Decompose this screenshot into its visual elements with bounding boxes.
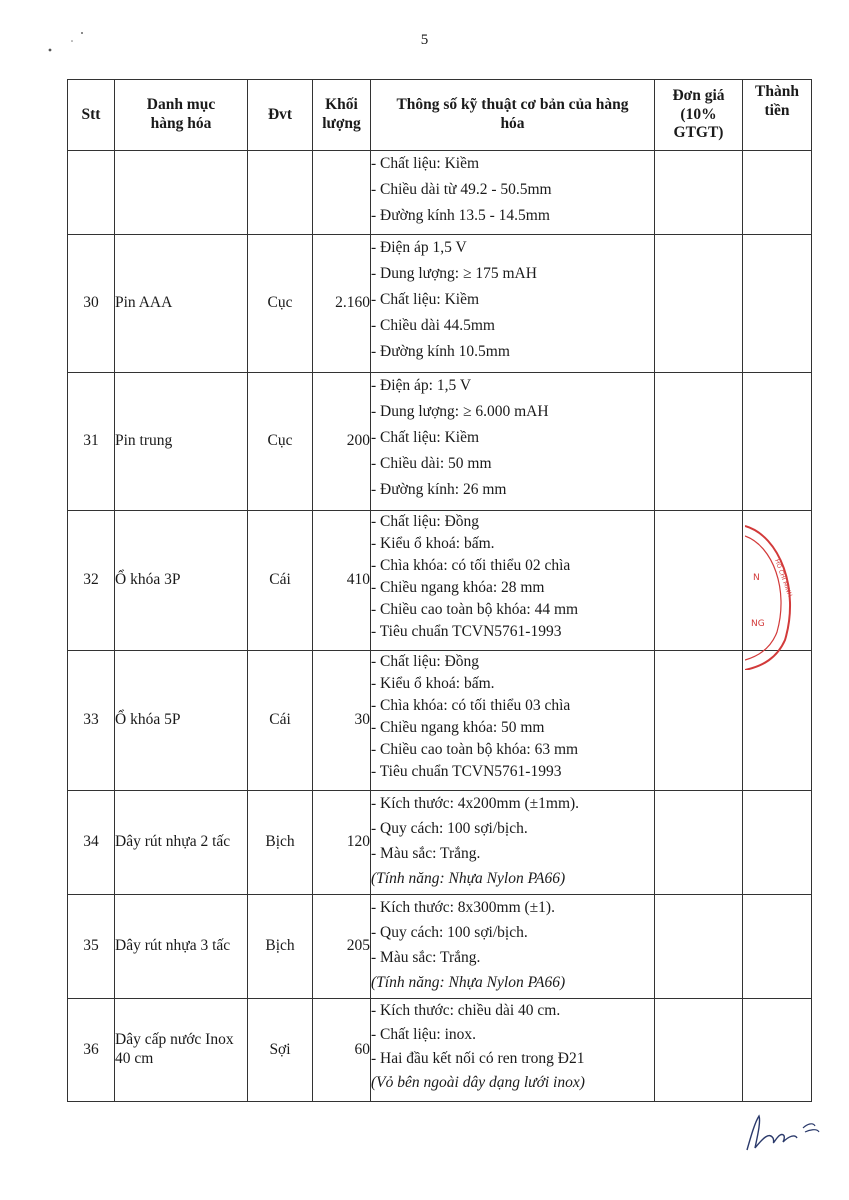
spec-line: - Chiều dài 44.5mm [371, 317, 495, 334]
row-unit: Bịch [248, 895, 313, 999]
row-unit: Sợi [248, 999, 313, 1102]
row-stt: 34 [68, 791, 115, 895]
row-unit: Bịch [248, 791, 313, 895]
row-unit [248, 151, 313, 235]
spec-line: - Chiều cao toàn bộ khóa: 63 mm [371, 741, 579, 758]
spec-line: - Kiểu ổ khoá: bấm. [371, 675, 495, 692]
row-quantity: 2.160 [313, 235, 371, 373]
spec-note: (Tính năng: Nhựa Nylon PA66) [371, 974, 566, 991]
spec-note: (Tính năng: Nhựa Nylon PA66) [371, 870, 566, 887]
spec-line: - Điện áp 1,5 V [371, 239, 467, 256]
row-total [743, 151, 812, 235]
spec-line: - Chiều dài từ 49.2 - 50.5mm [371, 181, 552, 198]
row-total [743, 651, 812, 791]
row-unit: Cục [248, 235, 313, 373]
table-row [68, 373, 812, 511]
header-stt: Stt [68, 80, 115, 151]
spec-note: (Vỏ bên ngoài dây dạng lưới inox) [371, 1074, 585, 1091]
row-stt: 36 [68, 999, 115, 1102]
table-row [68, 151, 812, 235]
spec-line: - Chất liệu: Kiềm [371, 429, 480, 446]
table-row [68, 511, 812, 651]
row-unit: Cục [248, 373, 313, 511]
row-quantity: 120 [313, 791, 371, 895]
row-total [743, 235, 812, 373]
table-row [68, 651, 812, 791]
row-stt: 31 [68, 373, 115, 511]
spec-line: - Quy cách: 100 sợi/bịch. [371, 924, 528, 941]
page-number: 5 [420, 32, 429, 48]
row-item-name: Pin trung [115, 373, 248, 511]
header-unit: Đvt [248, 80, 313, 151]
spec-line: - Chìa khóa: có tối thiểu 02 chìa [371, 557, 571, 574]
row-stt [68, 151, 115, 235]
svg-text:HỒ CHÍ MINH: HỒ CHÍ MINH [773, 558, 794, 598]
spec-line: - Chất liệu: Đồng [371, 513, 480, 530]
row-total [743, 791, 812, 895]
row-stt: 30 [68, 235, 115, 373]
spec-line: - Dung lượng: ≥ 175 mAH [371, 265, 537, 282]
spec-line: - Đường kính 10.5mm [371, 343, 510, 360]
header-spec: Thông số kỹ thuật cơ bản của hàng hóa [371, 80, 655, 151]
spec-line: - Điện áp: 1,5 V [371, 377, 472, 394]
row-unit: Cái [248, 651, 313, 791]
svg-text:N: N [753, 573, 760, 583]
row-item-name: Dây rút nhựa 3 tấc [115, 895, 248, 999]
row-specifications [371, 651, 655, 791]
table-row [68, 235, 812, 373]
row-specifications [371, 895, 655, 999]
spec-line: - Kích thước: 8x300mm (±1). [371, 899, 555, 916]
spec-line: - Kích thước: chiều dài 40 cm. [371, 1002, 561, 1019]
row-unit-price [655, 511, 743, 651]
row-specifications [371, 999, 655, 1102]
svg-text:NG: NG [751, 619, 765, 629]
row-unit: Cái [248, 511, 313, 651]
spec-line: - Chiều cao toàn bộ khóa: 44 mm [371, 601, 579, 618]
row-quantity: 205 [313, 895, 371, 999]
table-row [68, 791, 812, 895]
row-quantity: 410 [313, 511, 371, 651]
header-price: Đơn giá (10% GTGT) [655, 80, 743, 151]
row-specifications [371, 791, 655, 895]
handwritten-signature [735, 1108, 827, 1158]
spec-line: - Đường kính 13.5 - 14.5mm [371, 207, 550, 224]
row-specifications [371, 511, 655, 651]
spec-line: - Chiều ngang khóa: 50 mm [371, 719, 545, 736]
row-stt: 33 [68, 651, 115, 791]
row-total [743, 895, 812, 999]
row-total [743, 373, 812, 511]
spec-line: - Dung lượng: ≥ 6.000 mAH [371, 403, 549, 420]
spec-line: - Kiểu ổ khoá: bấm. [371, 535, 495, 552]
row-item-name: Pin AAA [115, 235, 248, 373]
spec-line: - Quy cách: 100 sợi/bịch. [371, 820, 528, 837]
header-name: Danh mục hàng hóa [115, 80, 248, 151]
spec-line: - Tiêu chuẩn TCVN5761-1993 [371, 623, 562, 640]
row-unit-price [655, 999, 743, 1102]
red-stamp-seal [745, 520, 797, 670]
header-total: Thành tiền [743, 80, 812, 151]
spec-line: - Chất liệu: Kiềm [371, 155, 480, 172]
table-row [68, 999, 812, 1102]
spec-line: - Chất liệu: Kiềm [371, 291, 480, 308]
row-unit-price [655, 373, 743, 511]
spec-line: - Đường kính: 26 mm [371, 481, 507, 498]
spec-line: - Màu sắc: Trắng. [371, 949, 481, 966]
table-header-row [68, 80, 812, 151]
table-row [68, 895, 812, 999]
row-unit-price [655, 791, 743, 895]
spec-line: - Chiều ngang khóa: 28 mm [371, 579, 545, 596]
row-item-name: Ổ khóa 3P [115, 511, 248, 651]
row-stt: 32 [68, 511, 115, 651]
row-quantity: 60 [313, 999, 371, 1102]
row-specifications [371, 151, 655, 235]
row-specifications [371, 235, 655, 373]
spec-line: - Chiều dài: 50 mm [371, 455, 492, 472]
spec-line: - Màu sắc: Trắng. [371, 845, 481, 862]
spec-line: - Chất liệu: Đồng [371, 653, 480, 670]
spec-line: - Hai đầu kết nối có ren trong Đ21 [371, 1050, 585, 1067]
row-unit-price [655, 895, 743, 999]
row-quantity: 200 [313, 373, 371, 511]
row-unit-price [655, 235, 743, 373]
spec-table [67, 79, 812, 1102]
row-specifications [371, 373, 655, 511]
row-unit-price [655, 151, 743, 235]
row-unit-price [655, 651, 743, 791]
row-quantity: 30 [313, 651, 371, 791]
scan-specks [40, 28, 100, 58]
spec-line: - Tiêu chuẩn TCVN5761-1993 [371, 763, 562, 780]
row-item-name: Dây rút nhựa 2 tấc [115, 791, 248, 895]
spec-line: - Chất liệu: inox. [371, 1026, 477, 1043]
header-qty: Khối lượng [313, 80, 371, 151]
spec-line: - Kích thước: 4x200mm (±1mm). [371, 795, 580, 812]
row-item-name: Ổ khóa 5P [115, 651, 248, 791]
row-item-name: Dây cấp nước Inox 40 cm [115, 999, 248, 1102]
row-quantity [313, 151, 371, 235]
row-total [743, 999, 812, 1102]
row-item-name [115, 151, 248, 235]
spec-line: - Chìa khóa: có tối thiểu 03 chìa [371, 697, 571, 714]
row-stt: 35 [68, 895, 115, 999]
